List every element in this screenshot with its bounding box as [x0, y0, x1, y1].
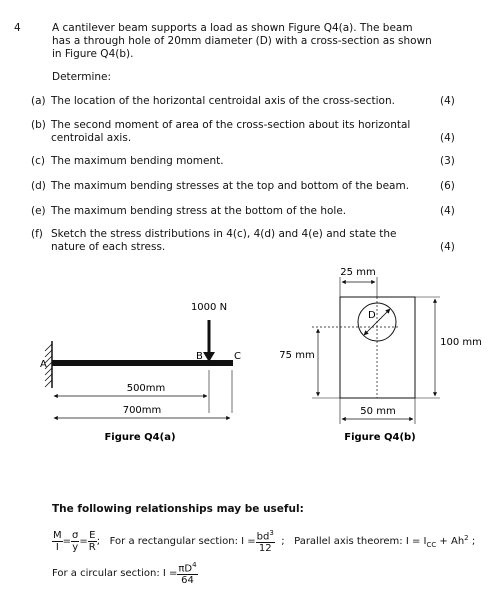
circ-num-exp: 4	[192, 561, 197, 569]
part-f-marks: (4)	[440, 241, 455, 253]
circ-lhs: I =	[162, 568, 178, 580]
rect-num: bd	[256, 531, 270, 543]
part-label: (a)	[31, 95, 46, 107]
rect-num-exp: 3	[269, 529, 274, 537]
section-rectangle	[340, 297, 415, 398]
parallel-rhs: + Ah	[439, 536, 465, 548]
part-text: Sketch the stress distributions in 4(c), 4(d) and 4(e) and state the nature of each stress.	[51, 228, 397, 253]
part-label: (e)	[31, 205, 46, 217]
circ-den: 64	[181, 575, 194, 587]
parallel-sub: CC	[426, 541, 437, 550]
circ-label: For a circular section:	[52, 568, 160, 580]
flexure-sigma: σ	[72, 529, 79, 541]
figure-q4a-caption: Figure Q4(a)	[104, 432, 176, 443]
dim-ab-label: 500mm	[126, 383, 166, 394]
part-label: (d)	[31, 180, 46, 192]
point-c-label: C	[234, 351, 241, 362]
figure-q4b-caption: Figure Q4(b)	[344, 432, 416, 443]
flexure-y: y	[72, 541, 79, 553]
question-intro: A cantilever beam supports a load as shown Figure Q4(a). The beam has a through hole of 20mm diameter (D) with a cross-section as shown in Figure Q4(b).	[52, 22, 432, 60]
circ-numerator	[177, 560, 197, 575]
point-a-label: A	[40, 359, 47, 370]
parallel-label: Parallel axis theorem:	[294, 536, 403, 548]
dim-ac-label: 700mm	[122, 405, 162, 416]
rect-fraction	[256, 528, 275, 554]
part-text: The maximum bending moment.	[51, 155, 224, 167]
part-label: (b)	[31, 119, 46, 131]
load-label: 1000 N	[190, 302, 228, 313]
part-b-marks: (4)	[440, 132, 455, 144]
relationships-heading: The following relationships may be useful:	[52, 503, 304, 515]
rect-numerator	[256, 528, 275, 543]
flexure-e: E	[89, 529, 96, 541]
part-label: (c)	[31, 155, 45, 167]
formula-line-1	[52, 528, 475, 554]
dim-right-label: 100 mm	[440, 337, 482, 348]
part-c-marks: (3)	[440, 155, 455, 167]
parallel-exp: 2	[464, 533, 469, 542]
circ-num: πD	[178, 563, 193, 575]
figure-q4b	[279, 267, 482, 443]
flexure-i: I	[55, 541, 59, 553]
flexure-r: R	[88, 541, 96, 553]
sep-3: ;	[471, 536, 476, 548]
formula-line-2	[52, 560, 198, 586]
flexure-m-over-i	[52, 530, 63, 553]
part-d-marks: (6)	[440, 180, 455, 192]
flexure-e-over-r	[88, 530, 97, 553]
dim-top-label: 25 mm	[340, 267, 376, 278]
part-e-marks: (4)	[440, 205, 455, 217]
question-number: 4	[14, 22, 21, 34]
hole-diameter-label: D	[368, 310, 376, 321]
part-text: The maximum bending stresses at the top and bottom of the beam.	[51, 180, 410, 192]
rect-den: 12	[258, 543, 272, 555]
point-b-label: B	[196, 351, 203, 362]
sep-1: ;	[96, 536, 101, 548]
flexure-eq-1: =	[62, 536, 72, 548]
flexure-m: M	[53, 529, 62, 541]
dim-left-label: 75 mm	[279, 350, 315, 361]
part-text: The location of the horizontal centroidal axis of the cross-section.	[51, 95, 395, 107]
part-a-marks: (4)	[440, 95, 455, 107]
sep-2: ;	[281, 536, 285, 548]
parallel-lhs: I = I	[405, 536, 427, 548]
part-label: (f)	[31, 228, 43, 240]
determine-label: Determine:	[52, 71, 112, 83]
rect-lhs: I =	[241, 536, 256, 548]
part-text: The maximum bending stress at the bottom of the hole.	[51, 205, 347, 217]
beam	[52, 360, 233, 366]
part-text: The second moment of area of the cross-section about its horizontal centroidal axis.	[51, 119, 411, 144]
circ-fraction	[177, 560, 197, 586]
rect-label: For a rectangular section:	[109, 536, 238, 548]
dim-bottom-label: 50 mm	[360, 406, 396, 417]
figure-q4a	[40, 302, 241, 443]
flexure-eq-2: =	[79, 536, 88, 548]
